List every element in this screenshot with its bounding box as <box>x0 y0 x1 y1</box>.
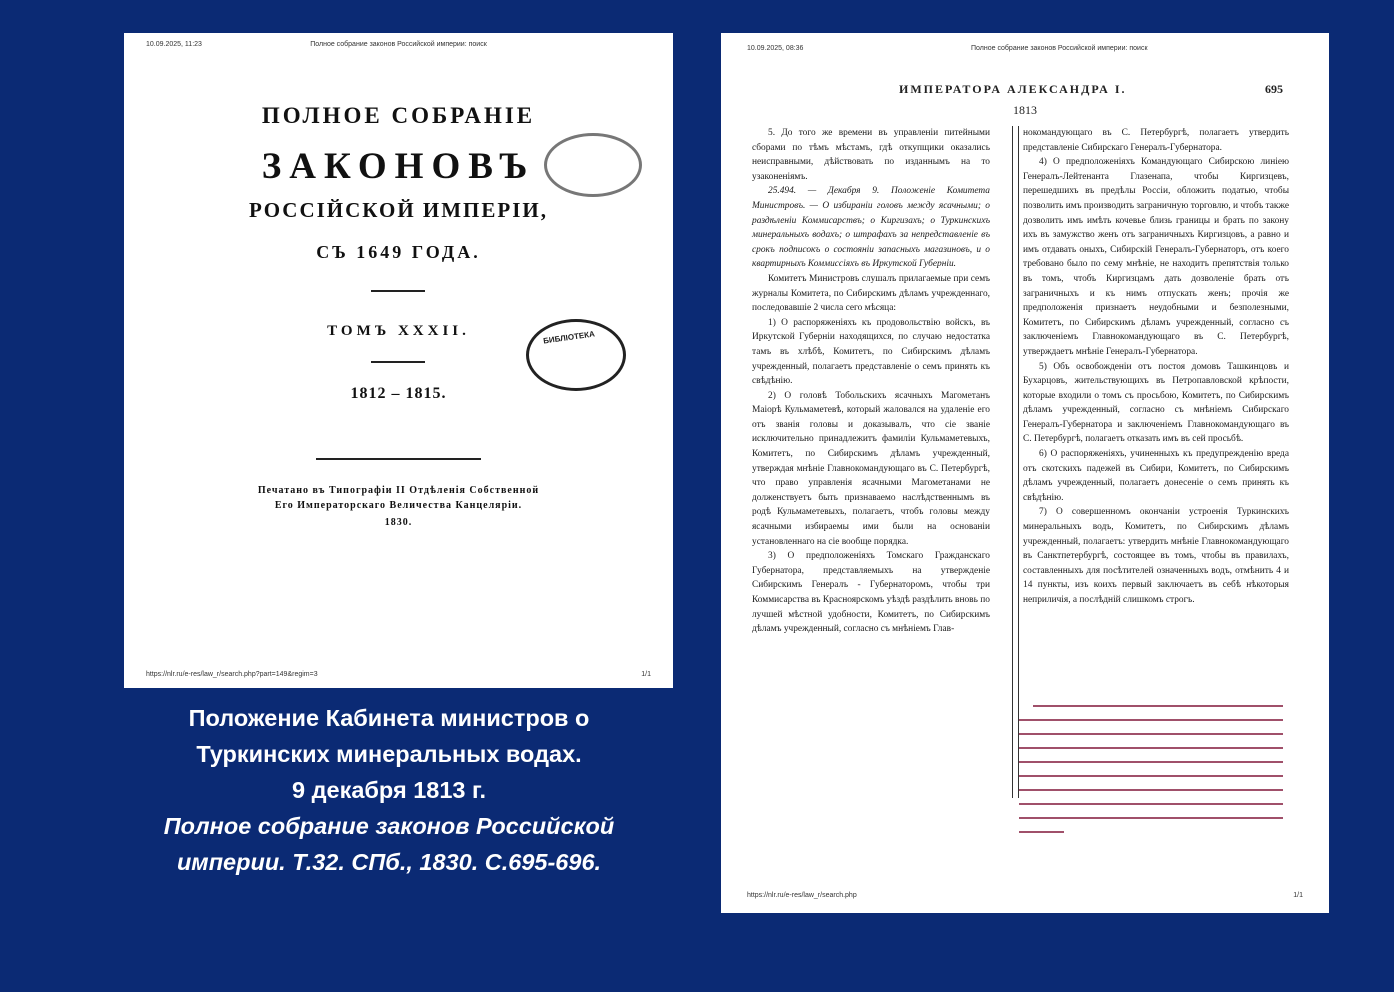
highlight-underline <box>1019 719 1283 721</box>
highlight-underline <box>1019 803 1283 805</box>
stamp-label: БИБЛІОТЕКА <box>542 329 596 346</box>
paragraph: 5. До того же времени въ управленіи питейными сборами по тѣмъ мѣстамъ, гдѣ откупщики оказались неисправными, дѣйствовать по изданнымъ на то узаконеніямъ. <box>752 128 990 182</box>
paragraph: 3) О предположеніяхъ Томскаго Гражданскаго Губернатора, представляемыхъ на утвержденіе Сибирскимъ Генералъ - Губернаторомъ, чтобы три Коммисарства въ Красноярскомъ уѣздѣ раздѣлить вновь по лучшей мѣстной удобности, Комитетъ, по Сибирскимъ дѣламъ учрежденный, согласно съ мнѣніемъ Глав- <box>752 551 990 635</box>
title-line-3: РОССІЙСКОЙ ИМПЕРІИ, <box>248 198 548 222</box>
library-stamp <box>526 319 626 391</box>
print-header-date: 10.09.2025, 08:36 <box>747 45 804 52</box>
highlight-underline <box>1019 775 1283 777</box>
library-stamp <box>544 133 642 197</box>
highlight-underline <box>1033 705 1283 707</box>
print-footer-page: 1/1 <box>641 671 651 678</box>
paragraph: 1) О распоряженіяхъ къ продовольствію войскъ, въ Иркутской Губерніи находящихся, по случаю недостатка тамъ въ хлѣбѣ, Комитетъ, по Сибирскимъ дѣламъ учрежденный, полагаетъ представленіе о семъ принять къ свѣдѣнію. <box>752 317 990 387</box>
year-heading: 1813 <box>1013 103 1037 117</box>
title-line-4: СЪ 1649 ГОДА. <box>316 242 481 262</box>
print-footer-url: https://nlr.ru/e-res/law_r/search.php?part=149&regim=3 <box>146 671 318 678</box>
slide-caption <box>104 700 674 880</box>
highlight-underline <box>1019 747 1283 749</box>
title-line-1: ПОЛНОЕ СОБРАНІЕ <box>261 103 536 128</box>
caption-line: Положение Кабинета министров о <box>188 705 590 731</box>
print-footer-page: 1/1 <box>1293 892 1303 899</box>
text-column-right <box>1023 126 1289 608</box>
caption-source: Полное собрание законов Российской <box>163 813 615 839</box>
title-page-scan <box>124 33 673 688</box>
highlight-underline <box>1019 831 1064 833</box>
imprint-year: 1830. <box>384 517 413 528</box>
paragraph: 6) О распоряженіяхъ, учиненныхъ къ предупрежденію вреда отъ скотскихъ падежей въ Сибири, Комитетъ, по Сибирскимъ дѣламъ учрежденный, полагаетъ донесеніе о семъ принять къ свѣдѣнію. <box>1023 449 1289 503</box>
divider <box>316 458 481 460</box>
paragraph: Комитетъ Министровъ слушалъ прилагаемые при семъ журналы Комитета, по Сибирскимъ дѣламъ учрежденнаго, последовавшіе 2 числа сего мѣсяца: <box>752 273 990 314</box>
highlight-underline <box>1019 789 1283 791</box>
print-header-date: 10.09.2025, 11:23 <box>146 41 202 48</box>
print-header-title: Полное собрание законов Российской империи: поиск <box>310 41 487 48</box>
print-footer-url: https://nlr.ru/e-res/law_r/search.php <box>747 892 857 899</box>
imprint-line-1: Печатано въ Типографіи II Отдѣленія Собственной <box>257 485 540 496</box>
paragraph: 25.494. — Декабря 9. Положеніе Комитета Министровъ. — О избираніи головъ между ясачными; о раздѣленіи Коммисарствъ; о Киргизахъ; о Туркинскихъ минеральныхъ водахъ; о штрафахъ за непредставленіе въ срокъ подписокъ о состояніи запасныхъ магазиновъ, и о квартирныхъ Коммиссіяхъ въ Иркутской Губерніи. <box>752 186 990 270</box>
text-column-left <box>752 126 990 637</box>
caption-source: империи. Т.32. СПб., 1830. С.695-696. <box>176 849 602 875</box>
imprint-line-2: Его Императорскаго Величества Канцеляріи. <box>274 500 523 511</box>
caption-date: 9 декабря 1813 г. <box>292 777 486 803</box>
caption-line: Туркинских минеральных водах. <box>196 741 582 767</box>
column-divider <box>1012 126 1019 798</box>
law-text-page-scan <box>721 33 1329 913</box>
print-header-title: Полное собрание законов Российской империи: поиск <box>971 45 1148 52</box>
page-number: 695 <box>1265 82 1283 96</box>
highlighted-paragraph: 7) О совершенномъ окончаніи устроенія Туркинскихъ минеральныхъ водъ, Комитетъ, по Сибирскимъ дѣламъ учрежденный, полагаетъ: утвердить мнѣніе Главнокомандующаго въ Санктпетербургѣ, состоящее въ томъ, чтобы въ правилахъ, составленныхъ для посѣтителей означенныхъ водъ, отмѣнить 4 и 14 пункты, изъ коихъ первый заключаетъ въ себѣ нѣкоторыя неприличія, а послѣдній слишкомъ строгъ. <box>1023 507 1289 605</box>
highlight-underline <box>1019 733 1283 735</box>
years-label: 1812 – 1815. <box>350 385 447 402</box>
highlight-underline <box>1019 817 1283 819</box>
paragraph: нокомандующаго въ С. Петербургѣ, полагаетъ утвердить представленіе Сибирскаго Генералъ-Губернатора. <box>1023 128 1289 153</box>
divider <box>371 361 425 363</box>
paragraph: 4) О предположеніяхъ Командующаго Сибирскою линіею Генералъ-Лейтенанта Глазенапа, чтобы Киргизцевъ, перешедшихъ въ предѣлы Россіи, обложить податью, чтобы позволить имъ производить заграничную торговлю, и чтобъ также дозволить имъ имѣть кочевье близь границы и брать по закону ихъ въ замужство женъ отъ заграничныхъ Киргизцовъ, а равно и имъ отдавать оныхъ, Сибирскій Генералъ-Губернаторъ, отъ коего требовано было по сему мнѣніе, не находитъ препятствія только въ томъ, чтобъ Киргизцамъ дать дозволеніе брать отъ заграничныхъ и къ нимъ отпускать женъ; прочія же предположенія признаетъ неудобными и безполезными, Комитетъ, по Сибирскимъ дѣламъ учрежденный, согласно съ заключеніемъ Главнокомандующаго въ С. Петербургѣ, утверждаетъ мнѣніе Генералъ-Губернатора. <box>1023 157 1289 357</box>
running-head: ИМПЕРАТОРА АЛЕКСАНДРА I. <box>899 82 1127 96</box>
title-line-2: ЗАКОНОВЪ <box>261 146 536 187</box>
paragraph: 2) О головѣ Тобольскихъ ясачныхъ Магометанъ Маіорѣ Кульмаметевѣ, который жаловался на удаленіе его отъ званія головы и доказывалъ, что сіе званіе исключительно принадлежитъ фамиліи Кульмаметевыхъ, Комитетъ, по Сибирскимъ дѣламъ учрежденный, утверждая мнѣніе Главнокомандующаго въ С. Петербургѣ, что право управленія ясачными Магометанами не долженствуетъ быть признаваемо наслѣдственнымъ въ родѣ Кульмаметевыхъ, полагаетъ, чтобъ головы между ясачными избираемы ими были на основаніи установленнаго на сіе вообще порядка. <box>752 390 990 547</box>
paragraph: 5) Объ освобожденіи отъ постоя домовъ Ташкинцовъ и Бухарцовъ, жительствующихъ въ Петропавловской крѣпости, которые входили о томъ съ просьбою, Комитетъ, по Сибирскимъ дѣламъ учрежденный, согласно съ мнѣніемъ Сибирскаго Генералъ-Губернатора и заключеніемъ Главнокомандующаго въ С. Петербургѣ, полагаетъ отказать имъ въ сей просьбѣ. <box>1023 361 1289 445</box>
divider <box>371 290 425 292</box>
volume-label: ТОМЪ XXXII. <box>327 323 470 339</box>
highlight-underline <box>1019 761 1283 763</box>
